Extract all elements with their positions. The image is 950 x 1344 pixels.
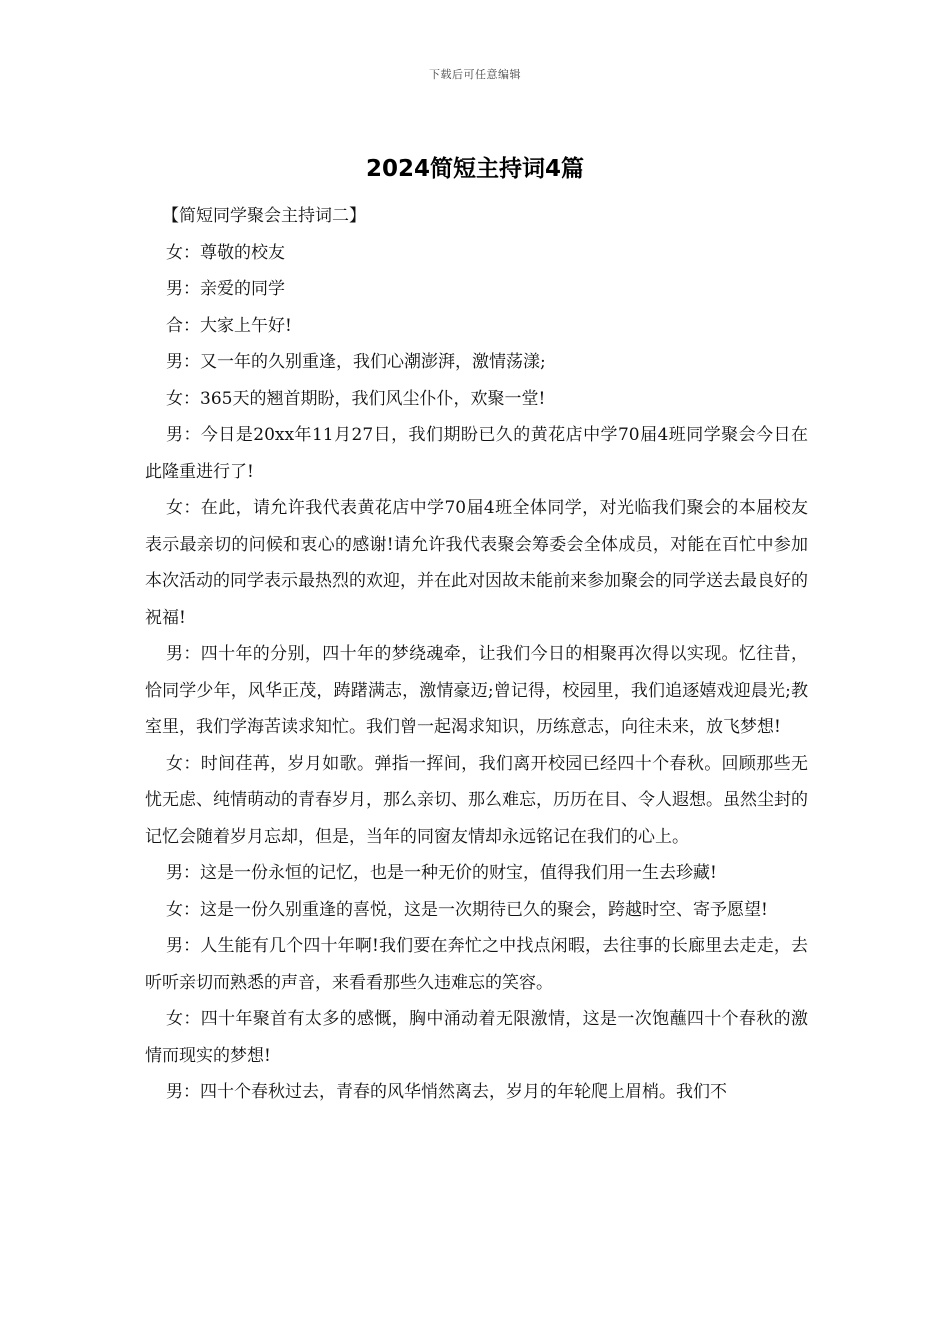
paragraph: 女：四十年聚首有太多的感慨，胸中涌动着无限激情，这是一次饱蘸四十个春秋的激情而现实的梦想! [145,1009,808,1066]
paragraph: 男：人生能有几个四十年啊!我们要在奔忙之中找点闲暇，去往事的长廊里去走走，去听听亲切而熟悉的声音，来看看那些久违难忘的笑容。 [145,936,808,993]
paragraph: 女：时间荏苒，岁月如歌。弹指一挥间，我们离开校园已经四十个春秋。回顾那些无忧无虑、纯情萌动的青春岁月，那么亲切、那么难忘，历历在目、令人遐想。虽然尘封的记忆会随着岁月忘却，但是，当年的同窗友情却永远铭记在我们的心上。 [145,753,808,847]
paragraph: 男：这是一份永恒的记忆，也是一种无价的财宝，值得我们用一生去珍藏! [166,863,717,883]
paragraph: 男：又一年的久别重逢，我们心潮澎湃，激情荡漾; [166,352,546,372]
header-note: 下载后可任意编辑 [429,68,521,81]
paragraph: 男：亲爱的同学 [166,279,285,299]
paragraph: 女：尊敬的校友 [166,242,285,263]
document-body [145,198,808,1111]
paragraph: 男：四十年的分别，四十年的梦绕魂牵，让我们今日的相聚再次得以实现。忆往昔，恰同学少年，风华正茂，踌躇满志，激情豪迈;曾记得，校园里，我们追逐嬉戏迎晨光;教室里，我们学海苦读求知忙。我们曾一起渴求知识，历练意志，向往未来，放飞梦想! [145,644,808,737]
paragraph: 合：大家上午好! [166,315,292,336]
paragraph: 男：今日是20xx年11月27日，我们期盼已久的黄花店中学70届4班同学聚会今日在此隆重进行了! [145,425,808,482]
paragraph: 男：四十个春秋过去，青春的风华悄然离去，岁月的年轮爬上眉梢。我们不 [166,1082,727,1102]
paragraph: 女：365天的翘首期盼，我们风尘仆仆，欢聚一堂! [166,388,546,409]
section-heading: 【简短同学聚会主持词二】 [162,206,366,226]
paragraph: 女：这是一份久别重逢的喜悦，这是一次期待已久的聚会，跨越时空、寄予愿望! [166,899,768,920]
document-title: 2024简短主持词4篇 [365,156,585,182]
paragraph: 女：在此，请允许我代表黄花店中学70届4班全体同学，对光临我们聚会的本届校友表示最亲切的问候和衷心的感谢!请允许我代表聚会筹委会全体成员，对能在百忙中参加本次活动的同学表示最热烈的欢迎，并在此对因故未能前来参加聚会的同学送去最良好的祝福! [145,498,808,628]
